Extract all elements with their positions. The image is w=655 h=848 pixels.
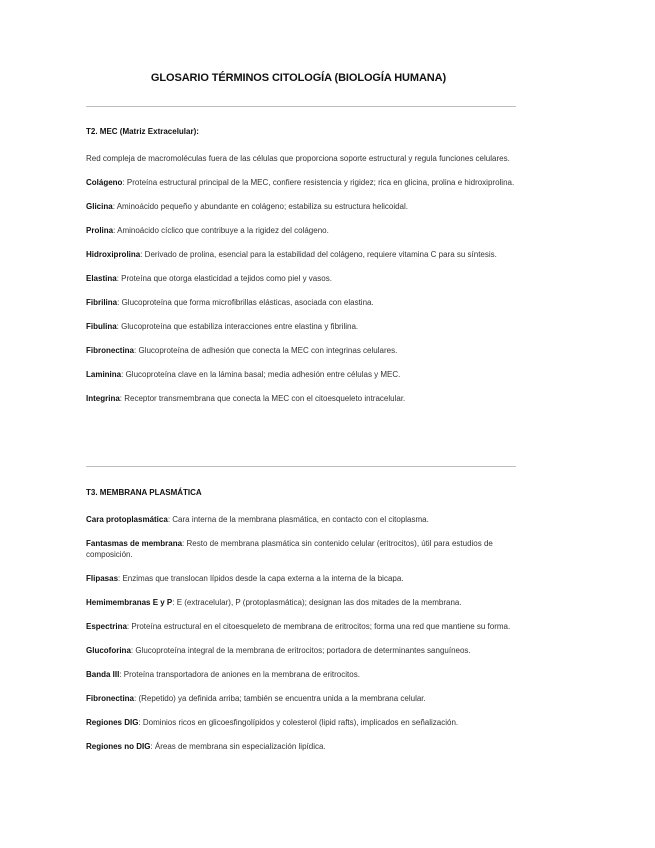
entry-definition: : Aminoácido pequeño y abundante en colágeno; estabiliza su estructura helicoidal. xyxy=(112,202,408,211)
entry-term: Elastina xyxy=(86,274,117,283)
section-mec xyxy=(86,126,516,417)
entry-definition: Red compleja de macromoléculas fuera de las células que proporciona soporte estructural y regula funciones celulares. xyxy=(86,154,510,163)
glossary-entry xyxy=(86,538,516,560)
glossary-entry xyxy=(86,621,516,632)
divider xyxy=(86,466,516,467)
section-heading: T2. MEC (Matriz Extracelular): xyxy=(86,127,199,136)
entry-definition: : Glucoproteína clave en la lámina basal; media adhesión entre células y MEC. xyxy=(121,370,401,379)
entry-term: Fibronectina xyxy=(86,346,135,355)
glossary-entry xyxy=(86,514,516,525)
glossary-entry xyxy=(86,645,516,656)
entry-definition: : Enzimas que translocan lípidos desde la capa externa a la interna de la bicapa. xyxy=(118,574,404,583)
glossary-entry xyxy=(86,201,516,212)
entry-definition: : Áreas de membrana sin especialización lipídica. xyxy=(150,742,326,751)
entry-definition: : Receptor transmembrana que conecta la MEC con el citoesqueleto intracelular. xyxy=(119,394,406,403)
divider xyxy=(86,106,516,107)
entry-term: Fibulina xyxy=(86,322,117,331)
entry-term: Fibrilina xyxy=(86,298,118,307)
entry-definition: : Proteína transportadora de aniones en la membrana de eritrocitos. xyxy=(119,670,360,679)
entry-term: Flipasas xyxy=(86,574,119,583)
section-heading: T3. MEMBRANA PLASMÁTICA xyxy=(86,488,202,497)
entry-definition: : Derivado de prolina, esencial para la estabilidad del colágeno, requiere vitamina C para su síntesis. xyxy=(140,250,497,259)
entry-term: Prolina xyxy=(86,226,114,235)
entry-list xyxy=(86,514,516,752)
entry-term: Hemimembranas E y P xyxy=(86,598,173,607)
entry-term: Cara protoplasmática xyxy=(86,515,168,524)
entry-term: Laminina xyxy=(86,370,122,379)
section-membrana xyxy=(86,487,516,765)
entry-definition: : (Repetido) ya definida arriba; también se encuentra unida a la membrana celular. xyxy=(134,694,426,703)
glossary-entry xyxy=(86,393,516,404)
entry-term: Fibronectina xyxy=(86,694,135,703)
entry-definition: : Proteína estructural principal de la MEC, confiere resistencia y rigidez; rica en glicina, prolina e hidroxiprolina. xyxy=(122,178,515,187)
entry-term: Regiones DIG xyxy=(86,718,139,727)
glossary-entry xyxy=(86,177,516,188)
entry-term: Colágeno xyxy=(86,178,123,187)
entry-definition: : Resto de membrana plasmática sin contenido celular (eritrocitos), útil para estudios de composición. xyxy=(86,539,493,559)
entry-definition: : E (extracelular), P (protoplasmática); designan las dos mitades de la membrana. xyxy=(172,598,462,607)
glossary-entry xyxy=(86,597,516,608)
glossary-entry xyxy=(86,669,516,680)
entry-list xyxy=(86,153,516,404)
entry-definition: : Dominios ricos en glicoesfingolípidos y colesterol (lipid rafts), implicados en señalización. xyxy=(138,718,459,727)
glossary-entry xyxy=(86,573,516,584)
entry-definition: : Glucoproteína que estabiliza interacciones entre elastina y fibrilina. xyxy=(116,322,359,331)
entry-definition: : Glucoproteína que forma microfibrillas elásticas, asociada con elastina. xyxy=(117,298,374,307)
entry-definition: : Aminoácido cíclico que contribuye a la rigidez del colágeno. xyxy=(113,226,329,235)
entry-term: Integrina xyxy=(86,394,120,403)
entry-term: Hidroxiprolina xyxy=(86,250,141,259)
entry-term: Glucoforina xyxy=(86,646,131,655)
document-title: GLOSARIO TÉRMINOS CITOLOGÍA (BIOLOGÍA HUMANA) xyxy=(150,72,447,84)
entry-term: Glicina xyxy=(86,202,113,211)
entry-definition: : Proteína que otorga elasticidad a tejidos como piel y vasos. xyxy=(116,274,332,283)
glossary-entry xyxy=(86,225,516,236)
glossary-entry xyxy=(86,153,516,164)
entry-term: Regiones no DIG xyxy=(86,742,151,751)
glossary-entry xyxy=(86,369,516,380)
entry-term: Fantasmas de membrana xyxy=(86,539,183,548)
entry-definition: : Glucoproteína de adhesión que conecta la MEC con integrinas celulares. xyxy=(134,346,398,355)
glossary-entry xyxy=(86,297,516,308)
glossary-entry xyxy=(86,741,516,752)
glossary-entry xyxy=(86,345,516,356)
glossary-entry xyxy=(86,717,516,728)
glossary-entry xyxy=(86,321,516,332)
glossary-entry xyxy=(86,249,516,260)
entry-definition: : Proteína estructural en el citoesqueleto de membrana de eritrocitos; forma una red que mantiene su forma. xyxy=(126,622,511,631)
entry-term: Banda III xyxy=(86,670,120,679)
entry-term: Espectrina xyxy=(86,622,127,631)
entry-definition: : Cara interna de la membrana plasmática, en contacto con el citoplasma. xyxy=(167,515,429,524)
glossary-entry xyxy=(86,693,516,704)
glossary-entry xyxy=(86,273,516,284)
entry-definition: : Glucoproteína integral de la membrana de eritrocitos; portadora de determinantes sanguíneos. xyxy=(130,646,471,655)
